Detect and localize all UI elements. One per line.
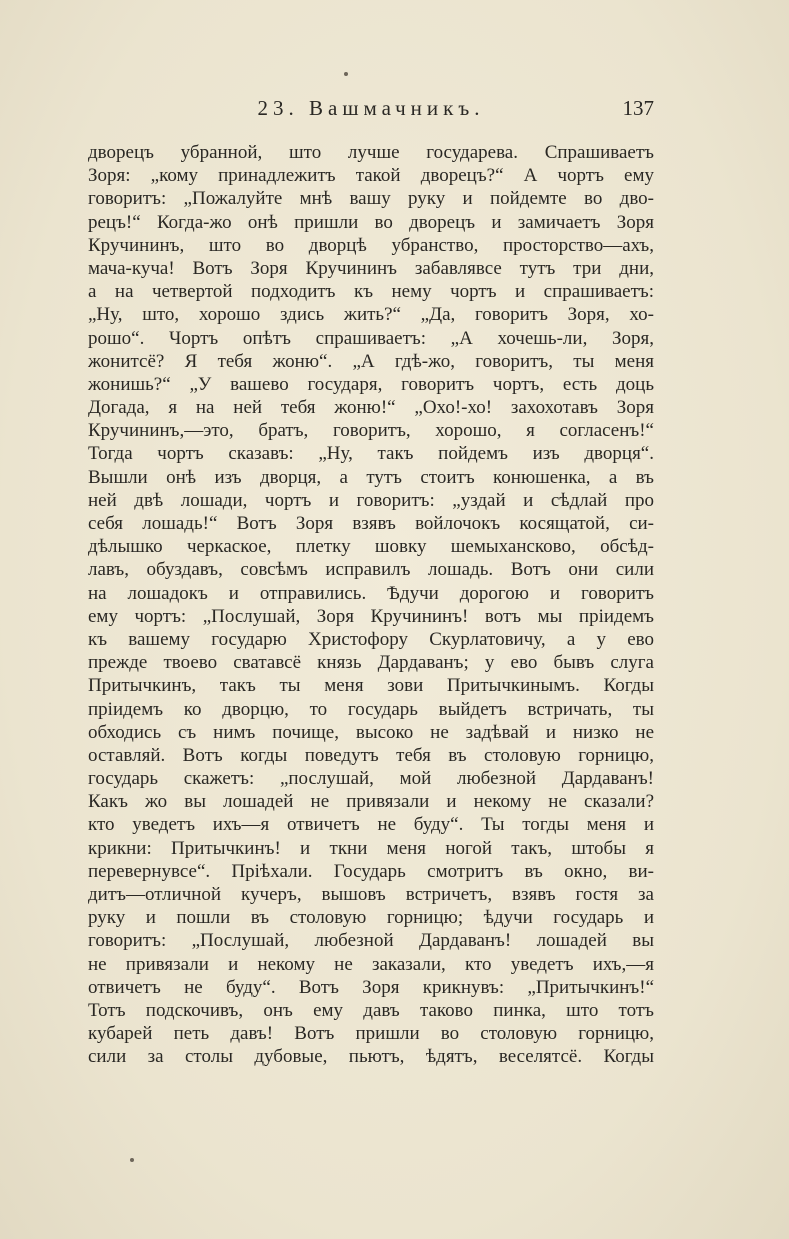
text-line: Кручининъ, што во дворцѣ убранство, просторство—ахъ,	[88, 234, 654, 256]
text-line: себя лошадь!“ Вотъ Зоря взявъ войлочокъ косящатой, си-	[88, 513, 654, 534]
text-line: къ вашему государю Христофору Скурлатовичу, а у ево	[88, 628, 654, 650]
text-line: жонитсё? Я тебя жоню“. „А гдѣ-жо, говоритъ, ты меня	[88, 350, 654, 372]
text-line: говоритъ: „Послушай, любезной Дардаванъ! лошадей вы	[88, 930, 654, 952]
text-line: а на четвертой подходитъ къ нему чортъ и спрашиваетъ:	[88, 281, 654, 303]
text-line: государь скажетъ: „послушай, мой любезной Дардаванъ!	[88, 768, 654, 790]
text-line: рошо“. Чортъ опѣтъ спрашиваетъ: „А хочешь-ли, Зоря,	[88, 327, 654, 349]
print-speck	[130, 1158, 134, 1162]
body-text	[88, 141, 654, 1069]
text-line: дитъ—отличной кучеръ, вышовъ встричетъ, взявъ гостя за	[88, 884, 654, 905]
page-header	[88, 96, 654, 132]
text-line: на лошадокъ и отправились. Ѣдучи дорогою и говоритъ	[88, 582, 654, 604]
text-line: руку и пошли въ столовую горницю; ѣдучи государь и	[88, 907, 654, 929]
text-line: оставляй. Вотъ когды поведутъ тебя въ столовую горницю,	[88, 744, 654, 766]
text-line: жонишь?“ „У вашево государя, говоритъ чортъ, есть доць	[88, 373, 654, 395]
text-line: кубарей петь давъ! Вотъ пришли во столовую горницю,	[88, 1023, 654, 1045]
text-line: ему чортъ: „Послушай, Зоря Кручининъ! вотъ мы прiидемъ	[88, 605, 654, 627]
text-line: дворецъ убранной, што лучше государева. Спрашиваетъ	[88, 142, 654, 163]
text-line: крикни: Притычкинъ! и ткни меня ногой такъ, штобы я	[88, 837, 654, 859]
text-line: не привязали и некому не заказали, кто уведетъ ихъ,—я	[88, 953, 654, 975]
text-line: рецъ!“ Когда-жо онѣ пришли во дворецъ и замичаетъ Зоря	[88, 211, 654, 233]
text-line: сили за столы дубовые, пьютъ, ѣдятъ, веселятсё. Когды	[88, 1046, 654, 1068]
text-line: Притычкинъ, такъ ты меня зови Притычкинымъ. Когды	[88, 675, 654, 697]
text-line: дѣлышко черкаское, плетку шовку шемыхансково, обсѣд-	[88, 536, 654, 558]
text-line: Тогда чортъ сказавъ: „Ну, такъ пойдемъ изъ дворця“.	[88, 443, 654, 465]
text-line: перевернувсе“. Прiѣхали. Государь смотритъ въ окно, ви-	[88, 860, 654, 882]
page-number: 137	[622, 96, 654, 120]
text-line: Вышли онѣ изъ дворця, а тутъ стоитъ конюшенка, а въ	[88, 466, 654, 488]
text-line: мача-куча! Вотъ Зоря Кручининъ забавлявсе тутъ три дни,	[88, 257, 654, 279]
text-line: лавъ, обуздавъ, совсѣмъ исправилъ лошадь. Вотъ они сили	[88, 559, 654, 581]
text-line: Зоря: „кому принадлежитъ такой дворецъ?“ А чортъ ему	[88, 165, 654, 187]
text-line: Догада, я на ней тебя жоню!“ „Охо!-хо! захохотавъ Зоря	[88, 397, 654, 419]
running-head: 23. Вашмачникъ.	[257, 96, 485, 120]
text-line: „Ну, што, хорошо здись жить?“ „Да, говоритъ Зоря, хо-	[88, 304, 654, 326]
text-line: Тотъ подскочивъ, онъ ему давъ таково пинка, што тотъ	[88, 999, 654, 1021]
text-line: прiидемъ ко дворцю, то государь выйдетъ встричать, ты	[88, 698, 654, 720]
text-line: говоритъ: „Пожалуйте мнѣ вашу руку и пойдемте во дво-	[88, 188, 654, 210]
text-line: обходись съ нимъ почище, высоко не задѣвай и низко не	[88, 721, 654, 743]
text-line: ней двѣ лошади, чортъ и говоритъ: „уздай и сѣдлай про	[88, 489, 654, 511]
text-line: кто уведетъ ихъ—я отвичетъ не буду“. Ты тогды меня и	[88, 814, 654, 836]
text-line: отвичетъ не буду“. Вотъ Зоря крикнувъ: „Притычкинъ!“	[88, 976, 654, 998]
text-line: Какъ жо вы лошадей не привязали и некому не сказали?	[88, 791, 654, 813]
text-line: Кручининъ,—это, братъ, говоритъ, хорошо, я согласенъ!“	[88, 420, 654, 442]
print-speck	[344, 72, 348, 76]
text-line: прежде твоево сватавсё князь Дардаванъ; у ево бывъ слуга	[88, 652, 654, 674]
